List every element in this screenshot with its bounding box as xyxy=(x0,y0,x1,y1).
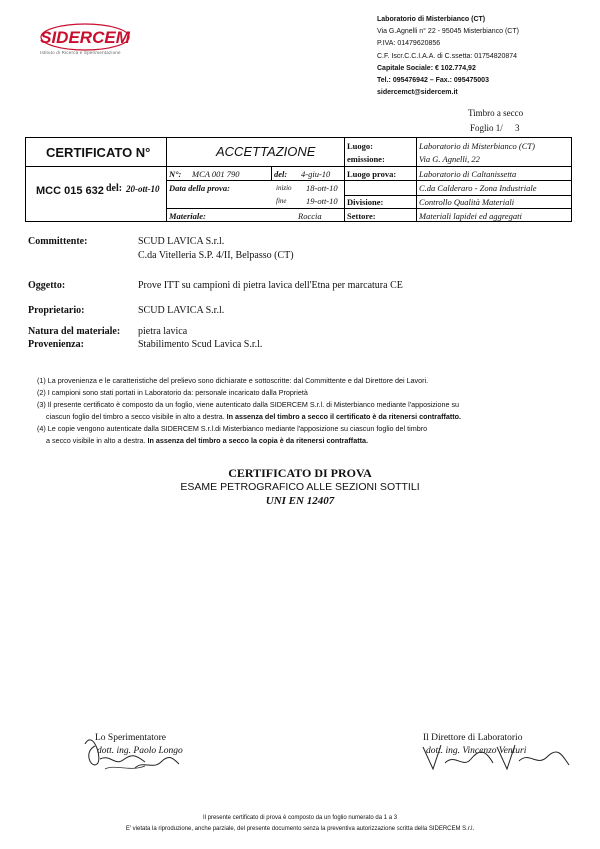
note-1: (1) La provenienza e le caratteristiche del prelievo sono dichiarate e sottoscritte: dal Committente e dal Direttore dei Lavori. xyxy=(37,376,429,385)
note-4a: (4) Le copie vengono autenticate dalla SIDERCEM S.r.l.di Misterbianco mediante l'apposizione su ciascun foglio del timbro xyxy=(37,424,428,433)
note-2: (2) I campioni sono stati portati in Laboratorio da: personale incaricato dalla Proprietà xyxy=(37,388,308,397)
emissione-label: emissione: xyxy=(347,154,385,164)
proprietario-value: SCUD LAVICA S.r.l. xyxy=(138,305,225,316)
note-4b xyxy=(37,435,567,447)
luogo-prova-label: Luogo prova: xyxy=(347,169,397,179)
certificate-table xyxy=(25,137,572,222)
lab-line: Tel.: 095476942 – Fax.: 095475003 xyxy=(377,77,489,85)
natura-label: Natura del materiale: xyxy=(28,326,121,337)
right-signer-role: Il Direttore di Laboratorio xyxy=(423,733,523,743)
lab-line: Capitale Sociale: € 102.774,92 xyxy=(377,64,476,72)
certificate-title: CERTIFICATO DI PROVA xyxy=(228,466,372,480)
provenienza-value: Stabilimento Scud Lavica S.r.l. xyxy=(138,339,263,350)
oggetto-label: Oggetto: xyxy=(28,280,66,291)
certificate-subtitle: ESAME PETROGRAFICO ALLE SEZIONI SOTTILI xyxy=(180,481,420,493)
page-total: 3 xyxy=(515,123,520,133)
fine-label: fine xyxy=(276,197,287,205)
cert-del-label: del: xyxy=(106,183,123,194)
natura-value: pietra lavica xyxy=(138,326,188,337)
luogo-value-1: Laboratorio di Misterbianco (CT) xyxy=(419,141,535,151)
footer-line-1: Il presente certificato di prova è composto da un foglio numerato da 1 a 3 xyxy=(202,815,398,821)
luogo-value-2: Via G. Agnelli, 22 xyxy=(419,154,480,164)
acc-title: ACCETTAZIONE xyxy=(216,144,316,159)
lab-line: sidercemct@sidercem.it xyxy=(377,89,458,97)
materiale-label: Materiale: xyxy=(169,211,206,221)
prova-label: Data della prova: xyxy=(169,183,230,193)
acc-number: MCA 001 790 xyxy=(192,169,240,179)
note-3a: (3) Il presente certificato è composto da un foglio, viene autenticato dalla SIDERCEM S.r.l. di Misterbianco mediante l'apposizione su xyxy=(37,400,460,409)
right-signature-icon xyxy=(415,735,575,775)
settore-value: Materiali lapidei ed aggregati xyxy=(419,211,522,221)
settore-label: Settore: xyxy=(347,211,376,221)
lab-info xyxy=(377,14,519,99)
note-4b-bold: In assenza del timbro a secco la copia è da ritenersi contraffatta. xyxy=(147,436,368,445)
luogo-label: Luogo: xyxy=(347,141,373,151)
committente-address: C.da Vitelleria S.P. 4/II, Belpasso (CT) xyxy=(138,250,294,261)
left-signer-role: Lo Sperimentatore xyxy=(95,733,166,743)
acc-n-label: N°: xyxy=(169,169,182,179)
inizio-label: inizio xyxy=(276,184,292,192)
note-4b-plain: a secco visibile in alto a destra. xyxy=(46,436,148,445)
luogo-prova-value-2: C.da Calderaro - Zona Industriale xyxy=(419,183,537,193)
left-signer-name: dott. ing. Paolo Longo xyxy=(97,746,183,756)
footer-line-2: E' vietata la riproduzione, anche parziale, del presente documento senza la preventiva autorizzazione scritta della SIDERCEM S.r.l. xyxy=(125,826,475,832)
lab-line: C.F. Iscr.C.C.I.A.A. di C.ssetta: 01754820874 xyxy=(377,52,518,60)
sidercem-logo xyxy=(40,22,130,52)
note-3b-plain: ciascun foglio del timbro a secco visibile in alto a destra. xyxy=(46,412,227,421)
acc-date: 4-giu-10 xyxy=(301,169,331,179)
inizio-date: 18-ott-10 xyxy=(306,183,338,193)
oggetto-value: Prove ITT su campioni di pietra lavica dell'Etna per marcatura CE xyxy=(138,280,403,291)
note-3b xyxy=(37,411,567,423)
lab-line: Laboratorio di Misterbianco (CT) xyxy=(377,16,486,23)
page-label: Foglio 1/ xyxy=(470,123,503,133)
note-3b-bold: In assenza del timbro a secco il certificato è da ritenersi contraffatto. xyxy=(226,412,462,421)
stamp-text: Timbro a secco xyxy=(468,108,524,118)
cert-number: MCC 015 632 xyxy=(36,185,104,197)
notes xyxy=(37,375,567,447)
page-number xyxy=(470,123,520,133)
fine-date: 19-ott-10 xyxy=(306,196,338,206)
svg-text:SIDERCEM: SIDERCEM xyxy=(40,28,130,47)
cert-title: CERTIFICATO N° xyxy=(46,145,151,160)
proprietario-label: Proprietario: xyxy=(28,305,85,316)
divisione-label: Divisione: xyxy=(347,197,384,207)
committente-name: SCUD LAVICA S.r.l. xyxy=(138,236,225,247)
lab-line: Via G.Agnelli n° 22 - 95045 Misterbianco (CT) xyxy=(377,28,519,36)
cert-date: 20-ott-10 xyxy=(126,184,160,194)
logo-tagline: Istituto di Ricerca e Sperimentazione xyxy=(40,50,121,55)
acc-del-label: del: xyxy=(274,169,288,179)
provenienza-label: Provenienza: xyxy=(28,339,84,350)
luogo-prova-value-1: Laboratorio di Caltanissetta xyxy=(419,169,517,179)
certificate-standard: UNI EN 12407 xyxy=(265,495,335,507)
materiale-value: Roccia xyxy=(298,211,322,221)
left-signature-icon xyxy=(75,724,185,774)
committente-label: Committente: xyxy=(28,236,88,247)
lab-line: P.IVA: 01479620856 xyxy=(377,40,441,48)
divisione-value: Controllo Qualità Materiali xyxy=(419,197,515,207)
right-signer-name: dott. ing. Vincenzo Venturi xyxy=(426,746,527,756)
